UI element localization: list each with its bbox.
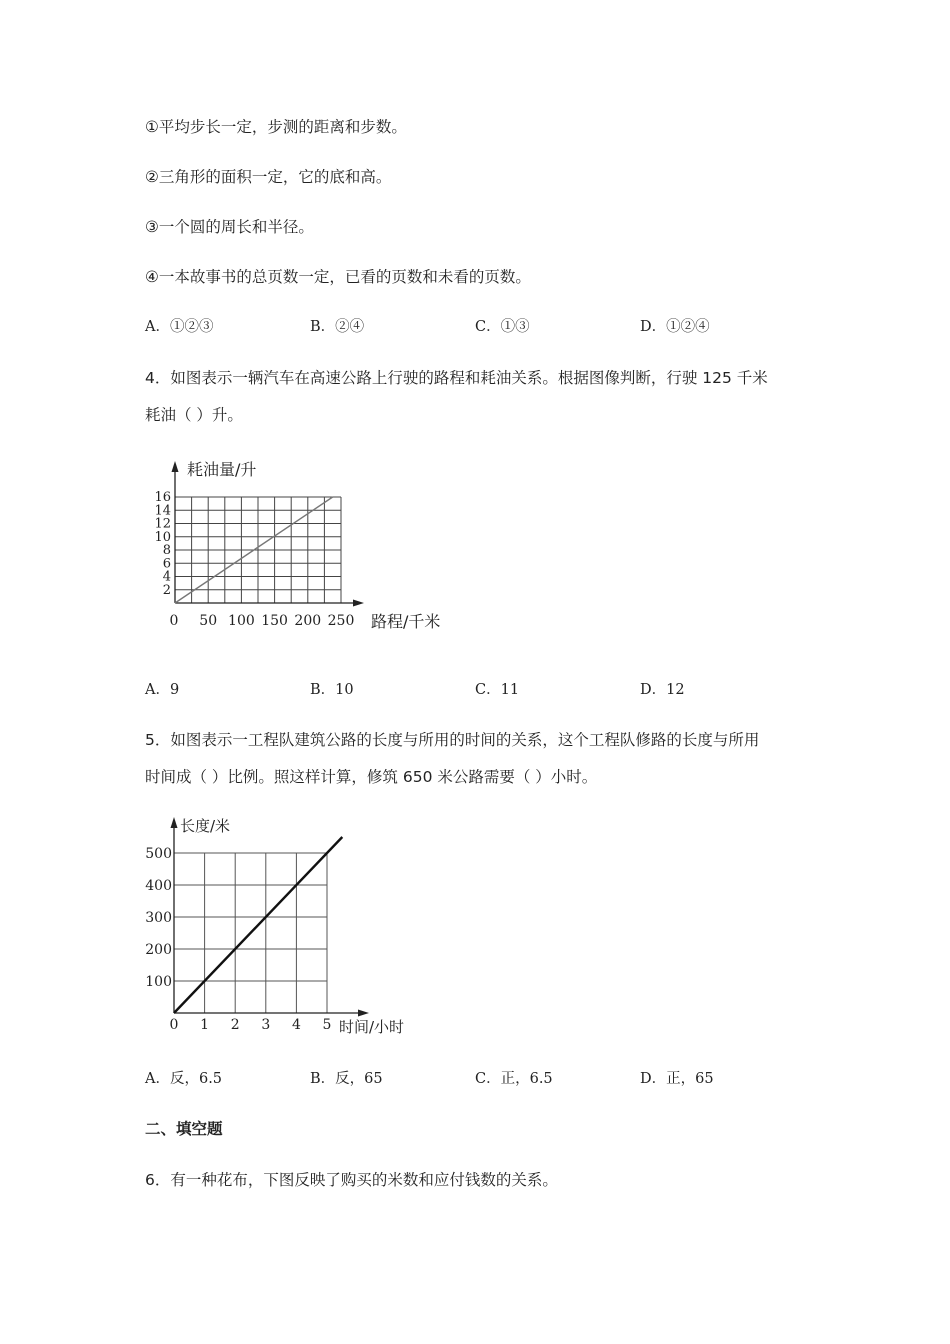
- q5-text-line-1: 5．如图表示一工程队建筑公路的长度与所用的时间的关系，这个工程队修路的长度与所用: [145, 731, 760, 749]
- x-tick-label: 50: [199, 613, 218, 629]
- y-tick-label: 400: [145, 878, 172, 894]
- y-axis-title: 长度/米: [180, 817, 231, 835]
- y-tick-label: 500: [145, 846, 172, 862]
- q4-option-b: B．10: [310, 682, 354, 698]
- y-tick-label: 10: [154, 529, 171, 545]
- q6-text-line-1: 6．有一种花布，下图反映了购买的米数和应付钱数的关系。: [145, 1171, 558, 1189]
- y-tick-label: 200: [145, 942, 172, 958]
- length-series-line: [174, 837, 342, 1013]
- x-axis-title: 路程/千米: [371, 612, 441, 631]
- x-tick-label: 3: [261, 1017, 271, 1033]
- x-axis-arrow: [358, 1010, 369, 1017]
- q5-option-d: D．正，65: [640, 1071, 714, 1087]
- y-tick-label: 4: [162, 569, 171, 585]
- road-length-chart: [140, 808, 440, 1040]
- section-2-title: 二、填空题: [145, 1120, 223, 1138]
- x-tick-label: 100: [228, 613, 255, 629]
- x-tick-label: 2: [230, 1017, 240, 1033]
- x-axis-arrow: [353, 600, 364, 607]
- x-tick-label: 250: [327, 613, 355, 629]
- y-tick-label: 14: [154, 503, 171, 519]
- q5-option-c: C．正，6.5: [475, 1071, 553, 1087]
- y-tick-label: 16: [154, 490, 171, 505]
- y-tick-label: 6: [162, 556, 171, 572]
- q3-item-1: ①平均步长一定，步测的距离和步数。: [145, 118, 407, 136]
- x-tick-label: 1: [200, 1017, 210, 1033]
- x-tick-label: 5: [322, 1017, 332, 1033]
- x-tick-label: 4: [291, 1017, 301, 1033]
- q4-text-line-2: 耗油（ ）升。: [145, 406, 243, 424]
- q4-option-a: A．9: [145, 682, 180, 698]
- q3-option-d: D．①②④: [640, 319, 710, 335]
- q3-item-3: ③一个圆的周长和半径。: [145, 218, 314, 236]
- q5-option-a: A．反，6.5: [145, 1071, 223, 1087]
- x-tick-label: 200: [294, 613, 322, 629]
- y-axis-title: 耗油量/升: [187, 460, 257, 479]
- q4-option-d: D．12: [640, 682, 685, 698]
- q3-option-a: A．①②③: [145, 319, 214, 335]
- y-tick-label: 300: [145, 910, 172, 926]
- y-tick-label: 100: [145, 974, 172, 990]
- y-tick-label: 12: [154, 516, 171, 532]
- q5-text-line-2: 时间成（ ）比例。照这样计算，修筑 650 米公路需要（ ）小时。: [145, 768, 598, 786]
- x-tick-label: 150: [261, 613, 288, 629]
- fuel-chart: [140, 450, 470, 640]
- y-axis-arrow: [171, 817, 178, 828]
- q4-option-c: C．11: [475, 682, 520, 698]
- q4-text-line-1: 4．如图表示一辆汽车在高速公路上行驶的路程和耗油关系。根据图像判断，行驶 125 千米: [145, 369, 768, 387]
- origin-label: 0: [169, 613, 179, 629]
- y-tick-label: 2: [162, 582, 171, 598]
- q3-option-c: C．①③: [475, 319, 530, 335]
- q3-item-2: ②三角形的面积一定，它的底和高。: [145, 168, 392, 186]
- y-tick-label: 8: [162, 543, 171, 558]
- q3-option-b: B．②④: [310, 319, 365, 335]
- q3-item-4: ④一本故事书的总页数一定，已看的页数和未看的页数。: [145, 268, 531, 286]
- origin-label: 0: [169, 1017, 179, 1033]
- y-axis-arrow: [172, 461, 179, 472]
- x-axis-title: 时间/小时: [339, 1018, 405, 1036]
- q5-option-b: B．反，65: [310, 1071, 383, 1087]
